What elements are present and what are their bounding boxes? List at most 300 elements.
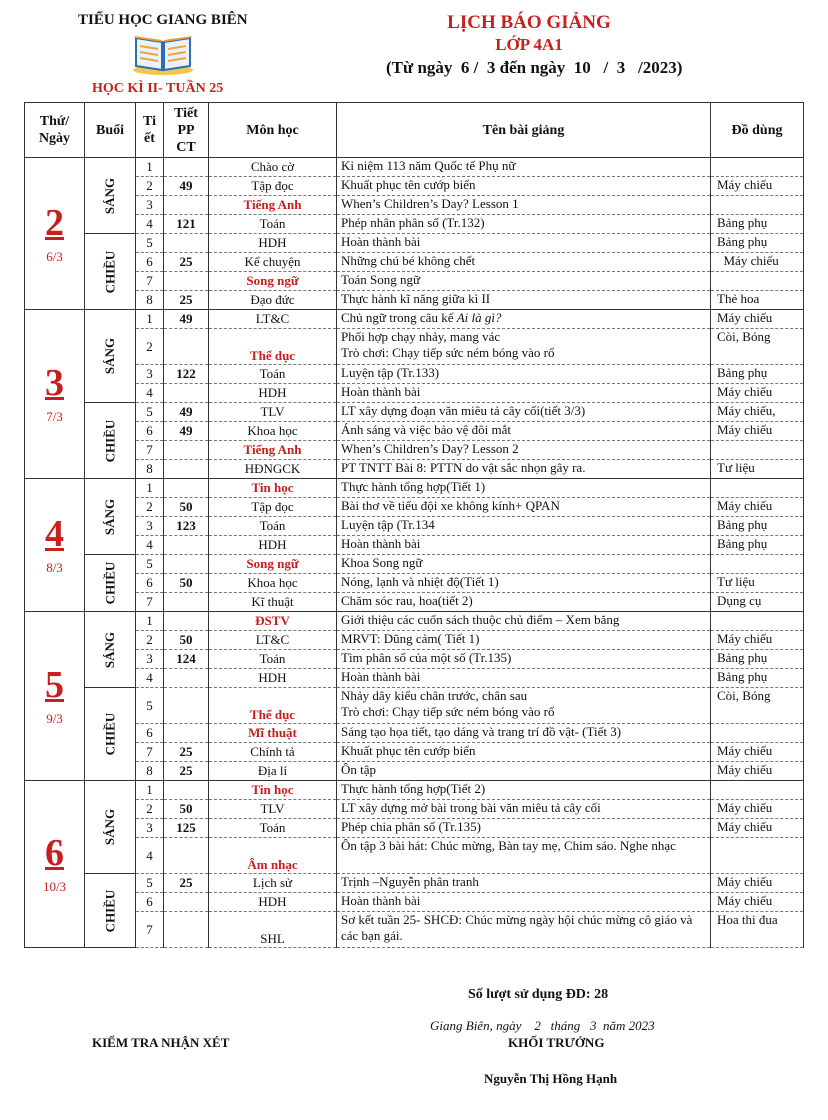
subject-cell: Lịch sử bbox=[209, 874, 337, 893]
subject-cell: Mĩ thuật bbox=[209, 724, 337, 743]
day-cell bbox=[25, 158, 85, 310]
table-row bbox=[25, 669, 804, 688]
period-cell: 4 bbox=[136, 838, 164, 874]
period-cell: 1 bbox=[136, 310, 164, 329]
tools-cell: Máy chiếu bbox=[711, 800, 804, 819]
session-label: SÁNG bbox=[102, 177, 117, 214]
lesson-cell bbox=[337, 460, 711, 479]
session-cell bbox=[85, 479, 136, 555]
lesson-text: LT xây dựng đoạn văn miêu tả cây cối(tiết 3/3) bbox=[341, 403, 586, 418]
ppct-cell: 49 bbox=[164, 422, 209, 441]
session-label: CHIỀU bbox=[102, 561, 117, 605]
book-icon bbox=[130, 30, 196, 76]
col-day: Thứ/ Ngày bbox=[25, 103, 85, 158]
ppct-cell: 25 bbox=[164, 743, 209, 762]
schedule-table bbox=[24, 102, 804, 948]
lesson-cell bbox=[337, 498, 711, 517]
subject-cell: Địa lí bbox=[209, 762, 337, 781]
period-cell: 4 bbox=[136, 669, 164, 688]
session-cell bbox=[85, 874, 136, 948]
day-date: 10/3 bbox=[42, 879, 67, 894]
table-header-row bbox=[25, 103, 804, 158]
period-cell: 6 bbox=[136, 422, 164, 441]
session-cell bbox=[85, 781, 136, 874]
tools-cell: Thẻ hoa bbox=[711, 291, 804, 310]
lesson-cell bbox=[337, 365, 711, 384]
lesson-text: Hoàn thành bài bbox=[341, 893, 421, 908]
tools-cell: Bảng phụ bbox=[711, 517, 804, 536]
table-row bbox=[25, 310, 804, 329]
tools-cell: Máy chiếu bbox=[711, 422, 804, 441]
day-cell bbox=[25, 310, 85, 479]
period-cell: 2 bbox=[136, 329, 164, 365]
session-cell bbox=[85, 688, 136, 781]
lesson-text: LT xây dựng mở bài trong bài văn miêu tả cây cối bbox=[341, 800, 601, 815]
lesson-cell bbox=[337, 893, 711, 912]
lesson-cell bbox=[337, 650, 711, 669]
lesson-text: Thực hành tổng hợp(Tiết 1) bbox=[341, 479, 486, 494]
lesson-cell bbox=[337, 631, 711, 650]
lesson-text: Nhảy dây kiểu chân trước, chân sau bbox=[341, 688, 528, 703]
tools-cell bbox=[711, 441, 804, 460]
lesson-cell bbox=[337, 800, 711, 819]
ppct-cell: 25 bbox=[164, 253, 209, 272]
subject-cell: Thể dục bbox=[209, 329, 337, 365]
lesson-text: Phép chia phân số (Tr.135) bbox=[341, 819, 481, 834]
lesson-text: PT TNTT Bài 8: PTTN do vật sắc nhọn gây ra. bbox=[341, 460, 586, 475]
ppct-cell bbox=[164, 441, 209, 460]
subject-cell: Khoa học bbox=[209, 422, 337, 441]
subject-cell: Song ngữ bbox=[209, 272, 337, 291]
lesson-cell bbox=[337, 310, 711, 329]
lesson-cell bbox=[337, 612, 711, 631]
schedule-title: LỊCH BÁO GIẢNG bbox=[447, 12, 611, 33]
ppct-cell: 25 bbox=[164, 762, 209, 781]
lesson-text: Thực hành tổng hợp(Tiết 2) bbox=[341, 781, 486, 796]
table-row bbox=[25, 781, 804, 800]
session-label: CHIỀU bbox=[102, 419, 117, 462]
period-cell: 3 bbox=[136, 819, 164, 838]
subject-cell: Toán bbox=[209, 215, 337, 234]
period-cell: 6 bbox=[136, 893, 164, 912]
subject-cell: LT&C bbox=[209, 631, 337, 650]
subject-cell: Tin học bbox=[209, 781, 337, 800]
table-row bbox=[25, 384, 804, 403]
period-cell: 2 bbox=[136, 177, 164, 196]
period-cell: 4 bbox=[136, 536, 164, 555]
ppct-cell bbox=[164, 479, 209, 498]
subject-cell: Kĩ thuật bbox=[209, 593, 337, 612]
ppct-cell bbox=[164, 196, 209, 215]
ppct-cell: 25 bbox=[164, 874, 209, 893]
tools-cell: Máy chiếu bbox=[711, 177, 804, 196]
tools-cell: Tư liệu bbox=[711, 460, 804, 479]
lesson-text: Tìm phân số của một số (Tr.135) bbox=[341, 650, 512, 665]
ppct-cell bbox=[164, 893, 209, 912]
class-name: LỚP 4A1 bbox=[495, 35, 563, 54]
table-row bbox=[25, 631, 804, 650]
table-row bbox=[25, 196, 804, 215]
review-label: KIỂM TRA NHẬN XÉT bbox=[92, 1035, 230, 1050]
subject-cell: Tin học bbox=[209, 479, 337, 498]
table-row bbox=[25, 291, 804, 310]
ppct-cell bbox=[164, 234, 209, 253]
table-row bbox=[25, 912, 804, 948]
ppct-cell bbox=[164, 329, 209, 365]
subject-cell: Thể dục bbox=[209, 688, 337, 724]
period-cell: 7 bbox=[136, 743, 164, 762]
table-row bbox=[25, 422, 804, 441]
table-row bbox=[25, 234, 804, 253]
tools-cell: Bảng phụ bbox=[711, 669, 804, 688]
lesson-cell bbox=[337, 422, 711, 441]
ppct-cell: 49 bbox=[164, 177, 209, 196]
lesson-cell bbox=[337, 574, 711, 593]
ppct-cell: 49 bbox=[164, 403, 209, 422]
subject-cell: HDH bbox=[209, 536, 337, 555]
tools-cell: Máy chiếu bbox=[711, 743, 804, 762]
subject-cell: ĐSTV bbox=[209, 612, 337, 631]
period-cell: 7 bbox=[136, 912, 164, 948]
ppct-cell bbox=[164, 272, 209, 291]
table-row bbox=[25, 177, 804, 196]
period-cell: 3 bbox=[136, 517, 164, 536]
subject-cell: Toán bbox=[209, 650, 337, 669]
ppct-cell bbox=[164, 536, 209, 555]
period-cell: 3 bbox=[136, 650, 164, 669]
lesson-text: Phối hợp chạy nhảy, mang vác bbox=[341, 329, 501, 344]
lesson-cell bbox=[337, 688, 711, 724]
period-cell: 2 bbox=[136, 800, 164, 819]
day-number: 5 bbox=[45, 664, 64, 706]
period-cell: 7 bbox=[136, 441, 164, 460]
tools-cell: Bảng phụ bbox=[711, 215, 804, 234]
ppct-cell bbox=[164, 838, 209, 874]
col-ppct: Tiết PP CT bbox=[164, 103, 209, 158]
subject-cell: Âm nhạc bbox=[209, 838, 337, 874]
ppct-cell: 49 bbox=[164, 310, 209, 329]
lesson-cell bbox=[337, 724, 711, 743]
ppct-cell bbox=[164, 781, 209, 800]
lesson-cell bbox=[337, 234, 711, 253]
day-date: 9/3 bbox=[46, 711, 63, 726]
period-cell: 1 bbox=[136, 612, 164, 631]
lesson-cell bbox=[337, 762, 711, 781]
subject-cell: Song ngữ bbox=[209, 555, 337, 574]
signer-name: Nguyễn Thị Hồng Hạnh bbox=[484, 1071, 618, 1086]
subject-cell: Chính tả bbox=[209, 743, 337, 762]
ppct-cell bbox=[164, 724, 209, 743]
lesson-cell bbox=[337, 536, 711, 555]
lesson-text: Khuất phục tên cướp biển bbox=[341, 177, 476, 192]
ppct-cell bbox=[164, 460, 209, 479]
day-date: 7/3 bbox=[46, 409, 63, 424]
lesson-cell bbox=[337, 743, 711, 762]
table-row bbox=[25, 517, 804, 536]
lesson-cell bbox=[337, 517, 711, 536]
period-cell: 2 bbox=[136, 631, 164, 650]
lesson-cell bbox=[337, 384, 711, 403]
lesson-cell bbox=[337, 403, 711, 422]
lesson-cell bbox=[337, 177, 711, 196]
subject-cell: Kể chuyện bbox=[209, 253, 337, 272]
schedule-body bbox=[25, 158, 804, 948]
period-cell: 5 bbox=[136, 688, 164, 724]
tools-cell bbox=[711, 158, 804, 177]
session-cell bbox=[85, 555, 136, 612]
tools-cell bbox=[711, 479, 804, 498]
lesson-text: Luyện tập (Tr.133) bbox=[341, 365, 440, 380]
subject-cell: Khoa học bbox=[209, 574, 337, 593]
period-cell: 3 bbox=[136, 365, 164, 384]
table-row bbox=[25, 272, 804, 291]
tools-cell bbox=[711, 555, 804, 574]
subject-cell: Tiếng Anh bbox=[209, 441, 337, 460]
lesson-cell bbox=[337, 272, 711, 291]
tools-cell bbox=[711, 272, 804, 291]
ppct-cell bbox=[164, 688, 209, 724]
table-row bbox=[25, 893, 804, 912]
tools-cell: Máy chiếu bbox=[711, 819, 804, 838]
ppct-cell bbox=[164, 384, 209, 403]
table-row bbox=[25, 724, 804, 743]
lesson-cell bbox=[337, 479, 711, 498]
lesson-text: Sáng tạo họa tiết, tạo dáng và trang trí đồ vật- (Tiết 3) bbox=[341, 724, 622, 739]
period-cell: 4 bbox=[136, 384, 164, 403]
subject-cell: Tập đọc bbox=[209, 498, 337, 517]
lesson-text: Bài thơ về tiểu đội xe không kính+ QPAN bbox=[341, 498, 560, 513]
place-date: Giang Biên, ngày 2 tháng 3 năm 2023 bbox=[430, 1018, 655, 1033]
ppct-cell bbox=[164, 158, 209, 177]
subject-cell: Tập đọc bbox=[209, 177, 337, 196]
ppct-cell bbox=[164, 669, 209, 688]
tools-cell: Dụng cụ bbox=[711, 593, 804, 612]
period-cell: 8 bbox=[136, 762, 164, 781]
period-cell: 7 bbox=[136, 593, 164, 612]
period-cell: 1 bbox=[136, 479, 164, 498]
period-cell: 5 bbox=[136, 874, 164, 893]
ppct-cell: 50 bbox=[164, 574, 209, 593]
lesson-cell bbox=[337, 291, 711, 310]
day-number: 6 bbox=[45, 832, 64, 874]
subject-cell: Tiếng Anh bbox=[209, 196, 337, 215]
tools-cell: Máy chiếu bbox=[711, 874, 804, 893]
tools-cell: Hoa thi đua bbox=[711, 912, 804, 948]
lesson-cell bbox=[337, 555, 711, 574]
table-row bbox=[25, 329, 804, 365]
table-row bbox=[25, 158, 804, 177]
tools-cell: Bảng phụ bbox=[711, 536, 804, 555]
tools-cell: Máy chiếu bbox=[711, 384, 804, 403]
day-number: 2 bbox=[45, 201, 64, 244]
table-row bbox=[25, 555, 804, 574]
table-row bbox=[25, 365, 804, 384]
table-row bbox=[25, 743, 804, 762]
lesson-text: Sơ kết tuần 25- SHCĐ: Chúc mừng ngày hội chúc mừng cô giáo và các bạn gái. bbox=[341, 912, 693, 943]
lesson-text: When’s Children’s Day? Lesson 1 bbox=[341, 196, 519, 211]
usage-count: Số lượt sử dụng ĐD: 28 bbox=[468, 987, 609, 1002]
session-label: SÁNG bbox=[102, 498, 117, 535]
lesson-text: Khuất phục tên cướp biển bbox=[341, 743, 476, 758]
session-label: CHIỀU bbox=[102, 712, 117, 756]
subject-cell: Toán bbox=[209, 517, 337, 536]
tools-cell: Máy chiếu bbox=[711, 253, 804, 272]
tools-cell: Máy chiếu bbox=[711, 631, 804, 650]
lesson-text: Ôn tập bbox=[341, 762, 377, 777]
lesson-text-line2: Trò chơi: Chạy tiếp sức ném bóng vào rổ bbox=[341, 704, 555, 719]
lesson-cell bbox=[337, 781, 711, 800]
session-cell bbox=[85, 612, 136, 688]
subject-cell: TLV bbox=[209, 800, 337, 819]
tools-cell: Bảng phụ bbox=[711, 365, 804, 384]
period-cell: 6 bbox=[136, 724, 164, 743]
period-cell: 4 bbox=[136, 215, 164, 234]
col-session: Buổi bbox=[85, 103, 136, 158]
day-number: 3 bbox=[45, 362, 64, 404]
day-number: 4 bbox=[45, 513, 64, 555]
lesson-italic-text: Ai là gì? bbox=[456, 310, 502, 325]
subject-cell: Toán bbox=[209, 365, 337, 384]
lesson-cell bbox=[337, 912, 711, 948]
lesson-text-line2: Trò chơi: Chạy tiếp sức ném bóng vào rổ bbox=[341, 345, 555, 360]
day-cell bbox=[25, 479, 85, 612]
tools-cell bbox=[711, 838, 804, 874]
ppct-cell: 123 bbox=[164, 517, 209, 536]
date-range: (Từ ngày 6 / 3 đến ngày 10 / 3 /2023) bbox=[386, 58, 683, 77]
head-title: KHỐI TRƯỞNG bbox=[508, 1035, 605, 1050]
lesson-cell bbox=[337, 874, 711, 893]
period-cell: 8 bbox=[136, 460, 164, 479]
lesson-cell bbox=[337, 253, 711, 272]
lesson-text: Phép nhân phân số (Tr.132) bbox=[341, 215, 485, 230]
table-row bbox=[25, 612, 804, 631]
table-row bbox=[25, 215, 804, 234]
tools-cell bbox=[711, 196, 804, 215]
table-row bbox=[25, 819, 804, 838]
period-cell: 6 bbox=[136, 253, 164, 272]
table-row bbox=[25, 838, 804, 874]
table-row bbox=[25, 593, 804, 612]
tools-cell: Máy chiếu bbox=[711, 762, 804, 781]
period-cell: 6 bbox=[136, 574, 164, 593]
lesson-text: Thực hành kĩ năng giữa kì II bbox=[341, 291, 491, 306]
ppct-cell bbox=[164, 593, 209, 612]
lesson-cell bbox=[337, 819, 711, 838]
subject-cell: HĐNGCK bbox=[209, 460, 337, 479]
tools-cell bbox=[711, 781, 804, 800]
lesson-cell bbox=[337, 329, 711, 365]
session-label: SÁNG bbox=[102, 631, 117, 668]
table-row bbox=[25, 460, 804, 479]
ppct-cell: 122 bbox=[164, 365, 209, 384]
day-cell bbox=[25, 781, 85, 948]
lesson-text: Khoa Song ngữ bbox=[341, 555, 423, 570]
ppct-cell: 25 bbox=[164, 291, 209, 310]
subject-cell: Toán bbox=[209, 819, 337, 838]
tools-cell: Máy chiếu bbox=[711, 893, 804, 912]
lesson-text: Nóng, lạnh và nhiệt độ(Tiết 1) bbox=[341, 574, 499, 589]
lesson-text: Hoàn thành bài bbox=[341, 669, 421, 684]
table-row bbox=[25, 498, 804, 517]
lesson-cell bbox=[337, 838, 711, 874]
lesson-text: Hoàn thành bài bbox=[341, 384, 421, 399]
session-label: CHIỀU bbox=[102, 889, 117, 932]
ppct-cell: 50 bbox=[164, 498, 209, 517]
tools-cell bbox=[711, 724, 804, 743]
ppct-cell: 124 bbox=[164, 650, 209, 669]
lesson-text: Hoàn thành bài bbox=[341, 234, 421, 249]
subject-cell: LT&C bbox=[209, 310, 337, 329]
lesson-text: Hoàn thành bài bbox=[341, 536, 421, 551]
lesson-cell bbox=[337, 441, 711, 460]
period-cell: 2 bbox=[136, 498, 164, 517]
subject-cell: Chào cờ bbox=[209, 158, 337, 177]
lesson-text: When’s Children’s Day? Lesson 2 bbox=[341, 441, 519, 456]
tools-cell: Bảng phụ bbox=[711, 234, 804, 253]
col-subject: Môn học bbox=[209, 103, 337, 158]
subject-cell: HDH bbox=[209, 669, 337, 688]
table-row bbox=[25, 403, 804, 422]
ppct-cell: 50 bbox=[164, 800, 209, 819]
tools-cell: Bảng phụ bbox=[711, 650, 804, 669]
period-cell: 5 bbox=[136, 403, 164, 422]
table-row bbox=[25, 650, 804, 669]
lesson-cell bbox=[337, 158, 711, 177]
subject-cell: HDH bbox=[209, 234, 337, 253]
table-row bbox=[25, 688, 804, 724]
period-cell: 1 bbox=[136, 158, 164, 177]
lesson-text: Luyện tập (Tr.134 bbox=[341, 517, 435, 532]
table-row bbox=[25, 536, 804, 555]
subject-cell: Đạo đức bbox=[209, 291, 337, 310]
col-period: Ti ết bbox=[136, 103, 164, 158]
lesson-text: Ôn tập 3 bài hát: Chúc mừng, Bàn tay mẹ, Chim sáo. Nghe nhạc bbox=[341, 838, 676, 853]
col-tools: Đồ dùng bbox=[711, 103, 804, 158]
tools-cell: Còi, Bóng bbox=[711, 329, 804, 365]
period-cell: 5 bbox=[136, 555, 164, 574]
table-row bbox=[25, 762, 804, 781]
term-week: HỌC KÌ II- TUẦN 25 bbox=[92, 81, 224, 96]
session-label: CHIỀU bbox=[102, 250, 117, 293]
lesson-text: Giới thiệu các cuốn sách thuộc chủ điểm – Xem băng bbox=[341, 612, 620, 627]
lesson-text: Chủ ngữ trong câu kể bbox=[341, 310, 457, 325]
school-name: TIỂU HỌC GIANG BIÊN bbox=[78, 12, 248, 28]
lesson-text: Chăm sóc rau, hoa(tiết 2) bbox=[341, 593, 473, 608]
day-cell bbox=[25, 612, 85, 781]
subject-cell: SHL bbox=[209, 912, 337, 948]
ppct-cell: 50 bbox=[164, 631, 209, 650]
lesson-text: Những chú bé không chết bbox=[341, 253, 476, 268]
period-cell: 1 bbox=[136, 781, 164, 800]
day-date: 6/3 bbox=[46, 248, 63, 264]
lesson-text: Toán Song ngữ bbox=[341, 272, 421, 287]
table-row bbox=[25, 574, 804, 593]
day-date: 8/3 bbox=[46, 560, 63, 575]
table-row bbox=[25, 479, 804, 498]
session-cell bbox=[85, 234, 136, 310]
period-cell: 8 bbox=[136, 291, 164, 310]
ppct-cell: 121 bbox=[164, 215, 209, 234]
lesson-cell bbox=[337, 669, 711, 688]
tools-cell: Máy chiếu, bbox=[711, 403, 804, 422]
period-cell: 7 bbox=[136, 272, 164, 291]
table-row bbox=[25, 800, 804, 819]
lesson-cell bbox=[337, 593, 711, 612]
table-row bbox=[25, 874, 804, 893]
tools-cell bbox=[711, 612, 804, 631]
subject-cell: HDH bbox=[209, 384, 337, 403]
lesson-text: Kỉ niệm 113 năm Quốc tế Phụ nữ bbox=[341, 158, 516, 173]
